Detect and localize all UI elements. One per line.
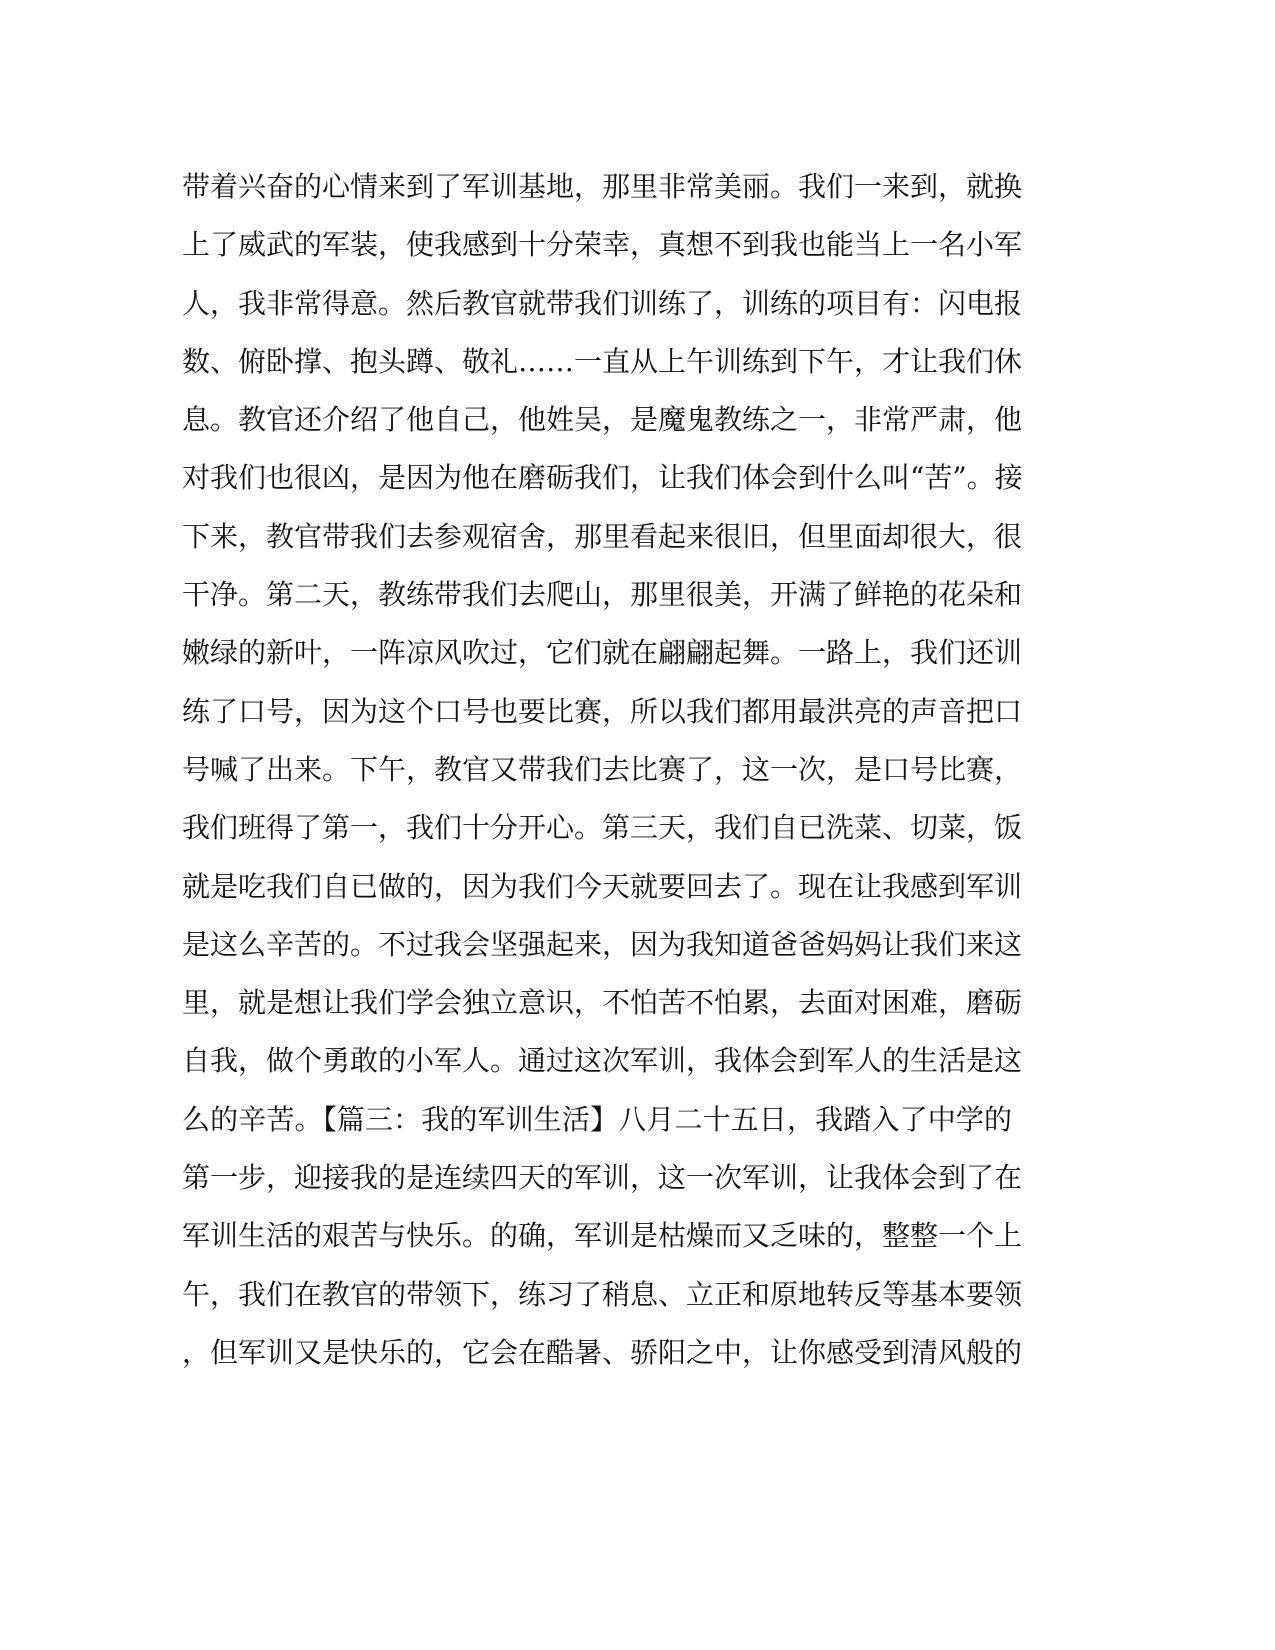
text-line-8: 干净。第二天，教练带我们去爬山，那里很美，开满了鲜艳的花朵和 [182,578,1023,612]
text-line-11: 号喊了出来。下午，教官又带我们去比赛了，这一次，是口号比赛， [182,752,1023,786]
text-line-19: 军训生活的艰苦与快乐。的确，军训是枯燥而又乏味的，整整一个上 [182,1219,1023,1253]
text-line-16: 自我，做个勇敢的小军人。通过这次军训，我体会到军人的生活是这 [182,1044,1023,1078]
text-line-13: 就是吃我们自已做的，因为我们今天就要回去了。现在让我感到军训 [182,869,1023,903]
text-line-12: 我们班得了第一，我们十分开心。第三天，我们自已洗菜、切菜，饭 [182,811,1023,845]
text-line-3: 人，我非常得意。然后教官就带我们训练了，训练的项目有：闪电报 [182,286,1023,320]
text-line-5: 息。教官还介绍了他自己，他姓吴，是魔鬼教练之一，非常严肃，他 [182,403,1023,437]
text-line-6: 对我们也很凶，是因为他在磨砺我们，让我们体会到什么叫“苦”。接 [182,461,1023,495]
text-line-1: 带着兴奋的心情来到了军训基地，那里非常美丽。我们一来到，就换 [182,170,1023,203]
text-line-21: ，但军训又是快乐的，它会在酷暑、骄阳之中，让你感受到清风般的 [182,1335,1023,1369]
text-line-17: 么的辛苦。【篇三：我的军训生活】八月二十五日，我踏入了中学的 [182,1102,1012,1136]
text-line-4: 数、俯卧撑、抱头蹲、敬礼……一直从上午训练到下午，才让我们休 [182,344,1023,378]
text-line-15: 里，就是想让我们学会独立意识，不怕苦不怕累，去面对困难，磨砺 [182,986,1023,1020]
text-line-7: 下来，教官带我们去参观宿舍，那里看起来很旧，但里面却很大，很 [182,519,1023,553]
text-line-18: 第一步，迎接我的是连续四天的军训，这一次军训，让我体会到了在 [182,1161,1023,1195]
text-line-20: 午，我们在教官的带领下，练习了稍息、立正和原地转反等基本要领 [182,1277,1023,1311]
text-line-14: 是这么辛苦的。不过我会坚强起来，因为我知道爸爸妈妈让我们来这 [182,927,1023,961]
text-line-2: 上了威武的军装，使我感到十分荣幸，真想不到我也能当上一名小军 [182,228,1023,262]
text-line-10: 练了口号，因为这个口号也要比赛，所以我们都用最洪亮的声音把口 [182,694,1023,728]
body-text [182,158,1023,1382]
text-line-9: 嫩绿的新叶，一阵凉风吹过，它们就在翩翩起舞。一路上，我们还训 [182,636,1023,670]
